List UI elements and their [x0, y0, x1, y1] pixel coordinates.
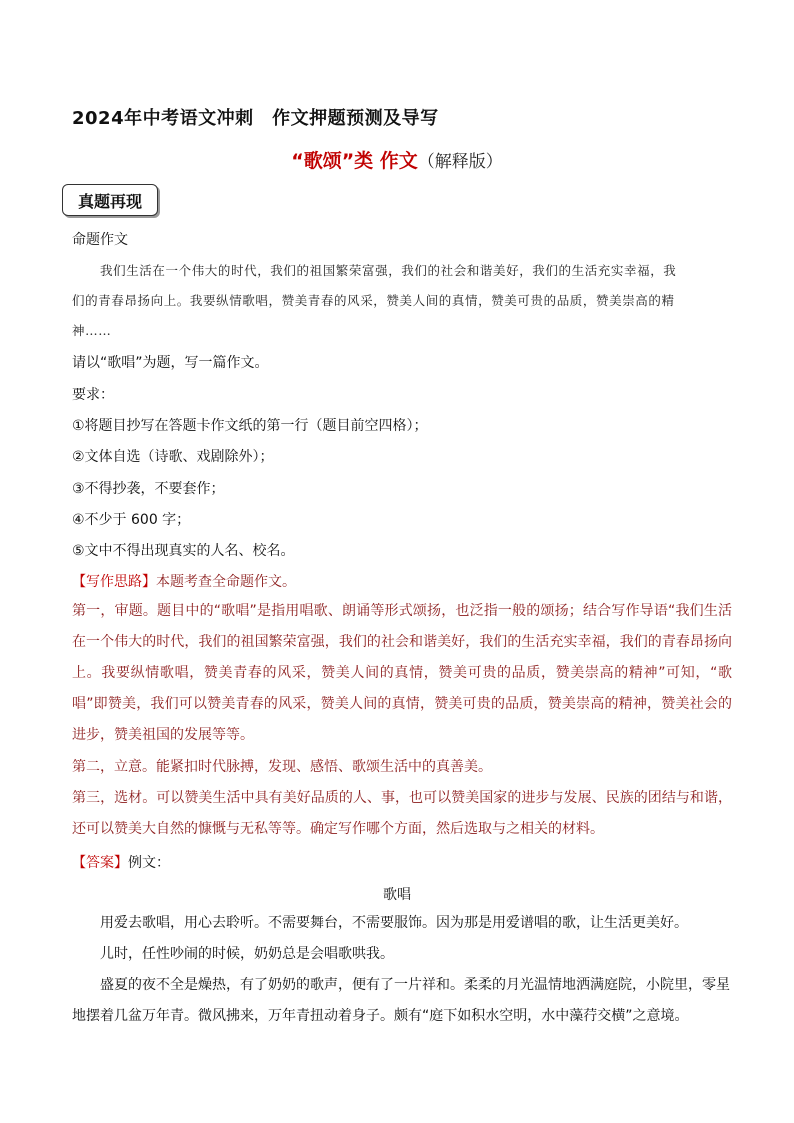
analysis-header [72, 571, 296, 591]
answer-intro: 例文： [128, 855, 170, 871]
requirement-item: ①将题目抄写在答题卡作文纸的第一行（题目前空四格）； [72, 418, 428, 434]
prompt-line-1: 我们生活在一个伟大的时代，我们的祖国繁荣富强，我们的社会和谐美好，我们的生活充实幸福，我 [100, 263, 677, 278]
requirement-item: ②文体自选（诗歌、戏剧除外）； [72, 449, 274, 465]
prompt-line-2: 们的青春昂扬向上。我要纵情歌唱，赞美青春的风采，赞美人间的真情，赞美可贵的品质，赞美崇高的精 [72, 293, 675, 308]
requirement-item: ③不得抄袭，不要套作； [72, 481, 225, 497]
document-title: 2024年中考语文冲刺 作文押题预测及导写 [72, 108, 439, 129]
essay-title: 歌唱 [383, 887, 411, 903]
subtitle-version: （解释版） [417, 152, 503, 172]
requirement-item: ④不少于 600 字； [72, 512, 191, 528]
answer-header [72, 852, 170, 872]
task-type-label: 命题作文 [72, 232, 128, 248]
requirements-label: 要求： [72, 387, 114, 403]
subtitle-topic: “歌颂”类 作文 [291, 150, 418, 172]
analysis-label: 【写作思路】 [72, 574, 156, 590]
essay-paragraph-1: 用爱去歌唱，用心去聆听。不需要舞台，不需要服饰。因为那是用爱谱唱的歌，让生活更美好。 [100, 915, 688, 931]
document-subtitle [0, 146, 794, 173]
prompt-line-3: 神…… [72, 323, 112, 338]
essay-paragraph-3: 盛夏的夜不全是燥热，有了奶奶的歌声，便有了一片祥和。柔柔的月光温情地洒满庭院，小院里，零星地摆着几盆万年青。微风拂来，万年青扭动着身子。颇有“庭下如积水空明，水中藻荇交横”之意境。 [72, 977, 730, 1024]
analysis-paragraph-3: 第三，选材。可以赞美生活中具有美好品质的人、事，也可以赞美国家的进步与发展、民族的团结与和谐，还可以赞美大自然的慷慨与无私等等。确定写作哪个方面，然后选取与之相关的材料。 [72, 790, 732, 837]
analysis-paragraph-1: 第一，审题。题目中的“歌唱”是指用唱歌、朗诵等形式颂扬，也泛指一般的颂扬；结合写作导语“我们生活在一个伟大的时代，我们的祖国繁荣富强，我们的社会和谐美好，我们的生活充实幸福，我们的青春昂扬向上。我要纵情歌唱，赞美青春的风采，赞美人间的真情，赞美可贵的品质，赞美崇高的精神”可知，“歌唱”即赞美，我们可以赞美青春的风采，赞美人间的真情，赞美可贵的品质，赞美崇高的精神，赞美社会的进步，赞美祖国的发展等等。 [72, 603, 732, 743]
essay-paragraph-2: 儿时，任性吵闹的时候，奶奶总是会唱歌哄我。 [100, 946, 394, 962]
section-heading-box: 真题再现 [62, 184, 158, 216]
analysis-paragraph-2: 第二，立意。能紧扣时代脉搏，发现、感悟、歌颂生活中的真善美。 [72, 759, 492, 775]
task-instruction: 请以“歌唱”为题，写一篇作文。 [72, 355, 269, 371]
analysis-intro: 本题考查全命题作文。 [156, 574, 296, 590]
requirement-item: ⑤文中不得出现真实的人名、校名。 [72, 543, 295, 559]
answer-label: 【答案】 [72, 855, 128, 871]
